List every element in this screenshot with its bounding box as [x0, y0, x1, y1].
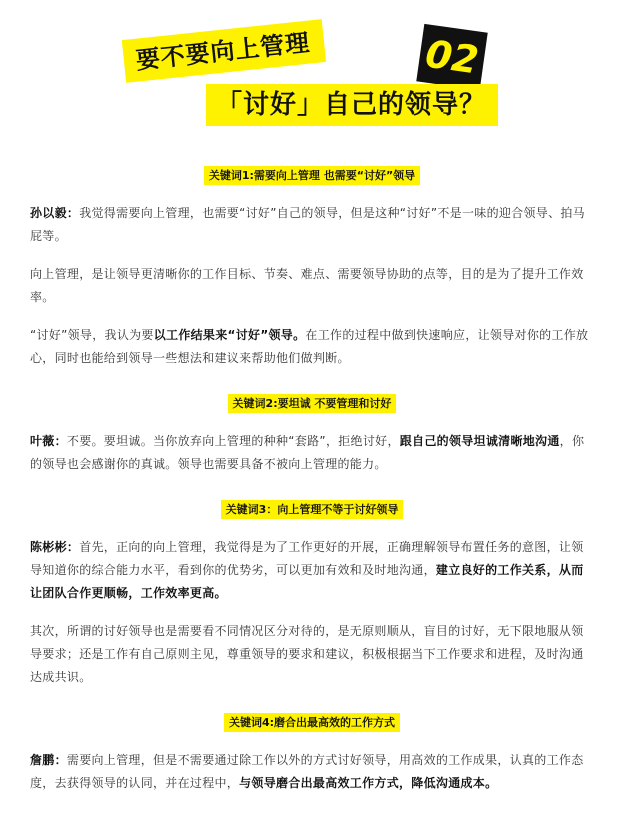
issue-number-badge: 02	[416, 24, 487, 90]
keyword-heading-1: 关键词1:需要向上管理 也需要“讨好”领导	[204, 166, 420, 185]
title-line-1: 要不要向上管理	[122, 19, 326, 83]
speaker-name: 叶薇：	[30, 434, 67, 448]
speaker-name: 詹鹏：	[30, 753, 67, 767]
paragraph: 向上管理，是让领导更清晰你的工作目标、节奏、难点、需要领导协助的点等，目的是为了提升工作效率。	[30, 267, 584, 304]
paragraph: 孙以毅：我觉得需要向上管理，也需要“讨好”自己的领导，但是这种“讨好”不是一味的迎合领导、拍马屁等。	[30, 206, 585, 243]
speaker-name: 陈彬彬：	[30, 540, 80, 554]
title-line-2: 「讨好」自己的领导？	[206, 84, 498, 126]
keyword-heading-2: 关键词2:要坦诚 不要管理和讨好	[228, 394, 397, 413]
paragraph: “讨好”领导，我认为要以工作结果来“讨好”领导。在工作的过程中做到快速响应，让领导对你的工作放心，同时也能给到领导一些想法和建议来帮助他们做判断。	[30, 328, 589, 365]
emphasis-text: 与领导磨合出最高效工作方式，降低沟通成本。	[239, 776, 498, 790]
paragraph: 陈彬彬：首先，正向的向上管理，我觉得是为了工作更好的开展，正确理解领导布置任务的意图，让领导知道你的综合能力水平，看到你的优势劣，可以更加有效和及时地沟通，建立良好的工作关系，从而让团队合作更顺畅，工作效率更高。	[30, 540, 584, 600]
paragraph: 其次，所谓的讨好领导也是需要看不同情况区分对待的，是无原则顺从，盲目的讨好，无下限地服从领导要求；还是工作有自己原则主见，尊重领导的要求和建议，积极根据当下工作要求和进程，及时沟通达成共识。	[30, 624, 584, 684]
speaker-name: 孙以毅：	[30, 206, 80, 220]
article-body	[30, 164, 594, 795]
keyword-heading-4: 关键词4:磨合出最高效的工作方式	[224, 713, 400, 732]
keyword-heading-3: 关键词3：向上管理不等于讨好领导	[221, 500, 404, 519]
emphasis-text: 建立良好的工作关系，从而让团队合作更顺畅，工作效率更高。	[30, 563, 584, 600]
paragraph: 叶薇：不要。要坦诚。当你放弃向上管理的种种“套路”，拒绝讨好，跟自己的领导坦诚清晰地沟通，你的领导也会感谢你的真诚。领导也需要具备不被向上管理的能力。	[30, 434, 585, 471]
emphasis-text: 以工作结果来“讨好”领导。	[153, 328, 306, 342]
emphasis-text: 跟自己的领导坦诚清晰地沟通	[399, 434, 560, 448]
paragraph: 詹鹏：需要向上管理，但是不需要通过除工作以外的方式讨好领导，用高效的工作成果，认真的工作态度，去获得领导的认同，并在过程中，与领导磨合出最高效工作方式，降低沟通成本。	[30, 753, 584, 790]
